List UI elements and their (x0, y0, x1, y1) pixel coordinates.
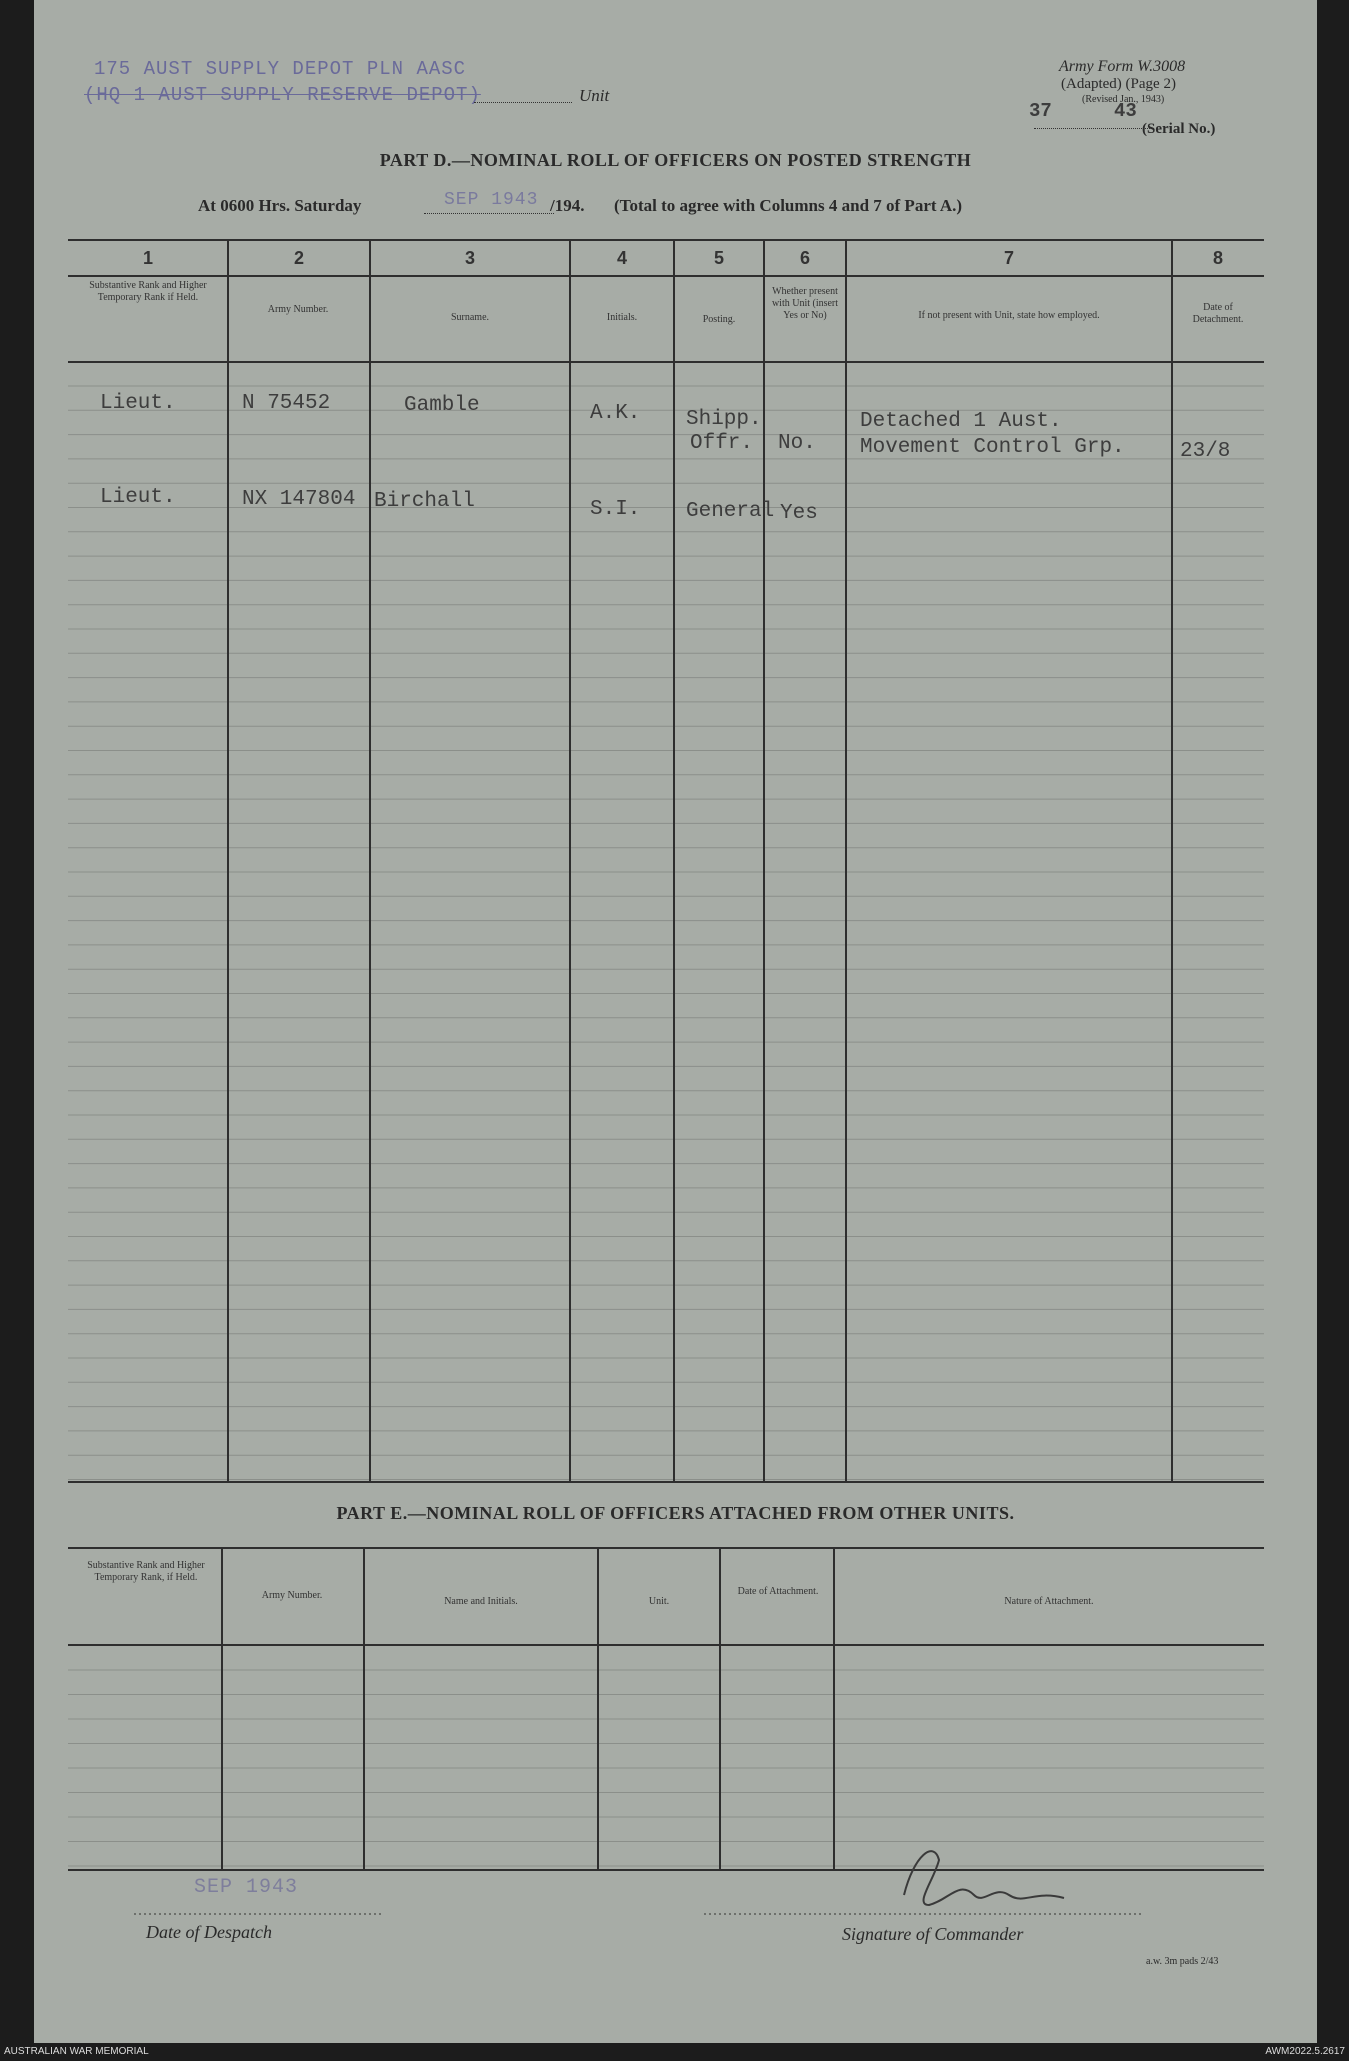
archive-bar (0, 2043, 1349, 2061)
row1-employed-line2: Movement Control Grp. (860, 436, 1125, 459)
unit-stamp-line1: 175 AUST SUPPLY DEPOT PLN AASC (94, 58, 467, 80)
col-3-label: Surname. (450, 312, 490, 323)
e-col-date-label: Date of Attachment. (737, 1586, 819, 1597)
archive-left: AUSTRALIAN WAR MEMORIAL (4, 2046, 149, 2057)
archive-right: AWM2022.5.2617 (1265, 2046, 1345, 2057)
row1-present: No. (778, 432, 816, 455)
col-1-label: Substantive Rank and Higher Temporary Rank if Held. (89, 280, 207, 303)
col-8-number: 8 (1212, 248, 1223, 268)
row2-army-number: NX 147804 (242, 488, 356, 511)
signature-label: Signature of Commander (842, 1924, 1024, 1944)
despatch-date-stamp: SEP 1943 (194, 1876, 299, 1899)
saturday-date-stamp: SEP 1943 (444, 190, 539, 210)
col-2-number: 2 (293, 248, 304, 268)
col-4-number: 4 (616, 248, 627, 268)
row2-present: Yes (780, 502, 818, 525)
at-hours-text: At 0600 Hrs. Saturday (198, 196, 362, 215)
row1-initials: A.K. (590, 402, 641, 425)
e-col-rank-label: Substantive Rank and Higher Temporary Rank, if Held. (87, 1560, 205, 1583)
year-suffix: /194. (550, 196, 585, 215)
unit-stamp-line2: (HQ 1 AUST SUPPLY RESERVE DEPOT) (84, 84, 481, 106)
part-e-title: PART E.—NOMINAL ROLL OF OFFICERS ATTACHED FROM OTHER UNITS. (336, 1503, 1015, 1523)
row1-army-number: N 75452 (242, 392, 331, 415)
e-col-army-number-label: Army Number. (261, 1590, 323, 1601)
despatch-label: Date of Despatch (146, 1922, 272, 1942)
row2-posting: General (686, 500, 775, 523)
col-7-number: 7 (1003, 248, 1014, 268)
col-8-label: Date of Detachment. (1192, 302, 1244, 325)
col-7-label: If not present with Unit, state how employed. (918, 310, 1100, 321)
e-col-name-label: Name and Initials. (444, 1596, 518, 1607)
col-5-label: Posting. (702, 314, 736, 325)
commander-signature (904, 1851, 1064, 1905)
form-revised: (Revised Jan., 1943) (1082, 94, 1165, 105)
row2-initials: S.I. (590, 498, 641, 521)
unit-label: Unit (579, 86, 610, 105)
col-2-label: Army Number. (267, 304, 329, 315)
e-col-nature-label: Nature of Attachment. (1004, 1596, 1094, 1607)
row1-employed-line1: Detached 1 Aust. (860, 410, 1062, 433)
row1-rank: Lieut. (100, 392, 176, 415)
form-page (34, 0, 1317, 2043)
row1-surname: Gamble (404, 394, 480, 417)
col-5-number: 5 (713, 248, 724, 268)
row2-surname: Birchall (374, 490, 475, 513)
part-d-title: PART D.—NOMINAL ROLL OF OFFICERS ON POSTED STRENGTH (379, 150, 972, 170)
col-1-number: 1 (142, 248, 153, 268)
col-6-label: Whether present with Unit (insert Yes or No) (771, 286, 839, 321)
col-4-label: Initials. (606, 312, 638, 323)
row2-rank: Lieut. (100, 486, 176, 509)
serial-value-b: 43 (1114, 100, 1137, 122)
print-code: a.w. 3m pads 2/43 (1146, 1956, 1219, 1967)
serial-value-a: 37 (1029, 100, 1052, 122)
row1-posting-line2: Offr. (690, 432, 754, 455)
total-note: (Total to agree with Columns 4 and 7 of Part A.) (614, 196, 963, 215)
serial-label: (Serial No.) (1142, 121, 1216, 137)
col-3-number: 3 (464, 248, 475, 268)
table-grid (34, 0, 1317, 2043)
col-6-number: 6 (799, 248, 810, 268)
row1-posting-line1: Shipp. (686, 408, 762, 431)
row1-detach-date: 23/8 (1180, 440, 1231, 463)
e-col-unit-label: Unit. (648, 1596, 670, 1607)
form-adapted: (Adapted) (Page 2) (1061, 76, 1176, 92)
form-name: Army Form W.3008 (1059, 58, 1186, 75)
